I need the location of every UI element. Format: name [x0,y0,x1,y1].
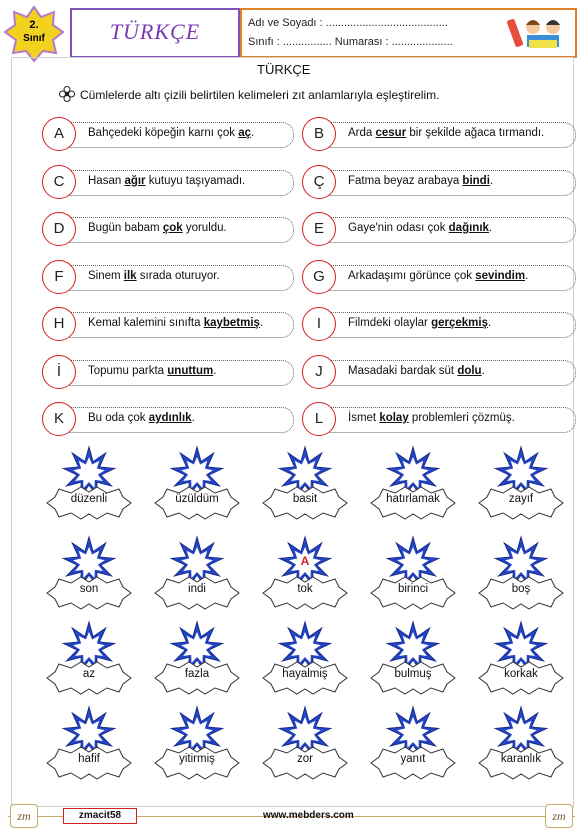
sentence-letter: B [302,117,336,151]
word-text: basit [292,493,318,505]
word-text: karanlık [500,753,542,765]
word-tile[interactable] [365,620,461,692]
sentence-part: . [487,317,492,329]
sentence-letter: D [42,212,76,246]
sentence-letter: A [42,117,76,151]
word-tile[interactable] [365,705,461,777]
sentence-box [319,360,576,386]
sentence-text [88,222,227,234]
sentence-part: Topumu parkta [88,364,168,377]
star-burst-icon [365,705,461,785]
sentence-letter: L [302,402,336,436]
sentence-part: Bahçedeki köpeğin karnı çok [88,127,239,139]
star-burst-icon [473,535,569,615]
sentence-text [348,317,491,329]
sentence-letter: H [42,307,76,341]
star-burst-icon [365,445,461,525]
website-label[interactable]: www.mebders.com [263,810,354,821]
sentence-text [348,412,515,424]
word-tile[interactable] [473,705,569,777]
word-text: bulmuş [394,668,432,680]
word-text: üzüldüm [175,493,219,505]
word-text: az [82,668,96,680]
class-number-field[interactable]: Sınıfı : ................ Numarası : .................... [248,36,453,48]
underlined-word: aç [238,127,252,139]
word-text: indi [188,583,206,595]
kids-reading-icon [505,13,571,53]
student-info-box [240,8,577,58]
sentence-text [88,127,254,139]
instruction-text: Cümlelerde altı çizili belirtilen kelimeleri zıt anlamlarıyla eşleştirelim. [80,88,440,102]
sentence-part: . [259,317,264,329]
sentence-box [59,407,294,433]
star-burst-icon [41,705,137,785]
sentence-part: Filmdeki olaylar [348,317,432,329]
underlined-word: dolu [457,364,482,377]
sentence-part: sırada oturuyor. [136,269,220,282]
star-burst-icon [257,445,353,525]
sentence-text [348,270,528,282]
sentence-letter: İ [42,355,76,389]
word-tile[interactable] [257,535,353,607]
word-tile[interactable] [473,535,569,607]
underlined-word: aydınlık [148,412,192,424]
sentence-text [88,175,245,187]
underlined-word: kaybetmiş [203,317,260,329]
word-text: tok [297,583,313,595]
word-text: yanıt [400,753,426,765]
word-text: hatırlamak [386,493,440,505]
sentence-box [319,122,576,148]
underlined-word: bindi [462,174,490,187]
word-text: korkak [504,668,538,680]
sentence-part: . [525,269,529,282]
sentence-part: Hasan [88,174,125,187]
sentence-box [319,217,576,243]
sentence-part: Sinem [88,269,124,282]
sentence-part: Kemal kalemini sınıfta [88,317,204,329]
sentence-box [59,122,294,148]
word-tile[interactable] [41,705,137,777]
underlined-word: cesur [375,127,407,139]
underlined-word: ilk [123,269,137,282]
word-tile[interactable] [473,620,569,692]
word-text: zayıf [508,493,534,505]
sentence-text [348,127,544,139]
word-tile[interactable] [257,445,353,517]
sentence-box [59,360,294,386]
name-field[interactable]: Adı ve Soyadı : ........................................ [248,17,448,29]
word-tile[interactable] [257,705,353,777]
star-burst-icon [149,620,245,700]
word-text: boş [511,583,531,595]
word-text: fazla [184,668,210,680]
word-tile[interactable] [149,445,245,517]
star-burst-icon [41,620,137,700]
sentence-text [348,175,493,187]
sentence-letter: G [302,260,336,294]
underlined-word: kolay [379,412,409,424]
sentence-part: Bu oda çok [88,412,149,424]
sentence-box [59,312,294,338]
star-burst-icon [149,535,245,615]
word-text: birinci [397,583,429,595]
word-text: yitirmiş [179,753,215,765]
word-tile[interactable] [365,445,461,517]
star-burst-icon [257,535,353,615]
word-tile[interactable] [473,445,569,517]
sentence-part: bir şekilde ağaca tırmandı. [406,127,545,139]
grade-label: Sınıf [23,33,45,44]
underlined-word: ağır [124,174,146,187]
sentence-letter: F [42,260,76,294]
zm-logo-left: zm [10,804,38,828]
sentence-letter: E [302,212,336,246]
star-burst-icon [473,620,569,700]
underlined-word: sevindim [475,269,526,282]
word-text: zor [297,753,313,765]
word-text: hayalmiş [282,668,328,680]
sentence-box [319,170,576,196]
sentence-box [319,265,576,291]
sentence-letter: I [302,307,336,341]
underlined-word: unuttum [167,364,214,377]
sentence-part: Fatma beyaz arabaya [348,174,463,187]
sentence-part: . [191,412,195,424]
sentence-part: İsmet [348,412,380,424]
grade-badge [3,5,65,63]
sentence-part: . [481,364,485,377]
sentence-box [59,170,294,196]
sentence-text [348,365,485,377]
sentence-letter: C [42,165,76,199]
star-burst-icon [473,445,569,525]
sentence-text [348,222,492,234]
sentence-letter: Ç [302,165,336,199]
star-burst-icon [149,445,245,525]
star-burst-icon [41,445,137,525]
sentence-text [88,412,195,424]
word-tile[interactable] [149,620,245,692]
sentence-part: . [251,127,255,139]
grade-number: 2. [29,19,39,31]
word-tile[interactable] [365,535,461,607]
star-burst-icon [365,535,461,615]
underlined-word: dağınık [448,222,489,234]
star-burst-icon [365,620,461,700]
word-tile[interactable] [41,535,137,607]
sentence-box [59,217,294,243]
sentence-box [319,407,576,433]
sentence-part: Gaye'nin odası çok [348,222,449,234]
star-burst-icon [149,705,245,785]
word-tile[interactable] [41,620,137,692]
star-burst-icon [41,535,137,615]
flower-bullet-icon [59,86,75,102]
answer-mark[interactable]: A [300,554,310,568]
underlined-word: çok [162,222,183,234]
word-text: son [79,583,99,595]
subject-heading: TÜRKÇE [257,62,311,77]
sentence-part: yoruldu. [182,222,227,234]
page-title: TÜRKÇE [109,19,201,44]
title-box [70,8,240,58]
sentence-text [88,365,216,377]
sentence-box [319,312,576,338]
sentence-part: Arda [348,127,376,139]
sentence-part: kutuyu taşıyamadı. [145,174,246,187]
word-tile[interactable] [257,620,353,692]
author-code: zmacit58 [63,808,137,824]
sentence-letter: J [302,355,336,389]
sentence-box [59,265,294,291]
star-burst-icon [257,620,353,700]
word-tile[interactable] [149,705,245,777]
word-tile[interactable] [149,535,245,607]
sentence-part: problemleri çözmüş. [408,412,515,424]
sentence-part: Arkadaşımı görünce çok [348,269,476,282]
sentence-letter: K [42,402,76,436]
underlined-word: gerçekmiş [431,317,488,329]
sentence-part: Masadaki bardak süt [348,364,458,377]
star-burst-icon [257,705,353,785]
word-tile[interactable] [41,445,137,517]
sentence-text [88,270,220,282]
star-burst-icon [473,705,569,785]
word-text: düzenli [70,493,108,505]
word-text: hafif [78,753,100,765]
sentence-part: . [489,174,494,187]
sentence-part: . [213,364,217,377]
sentence-part: Bugün babam [88,222,163,234]
sentence-text [88,317,263,329]
sentence-part: . [488,222,493,234]
zm-logo-right: zm [545,804,573,828]
